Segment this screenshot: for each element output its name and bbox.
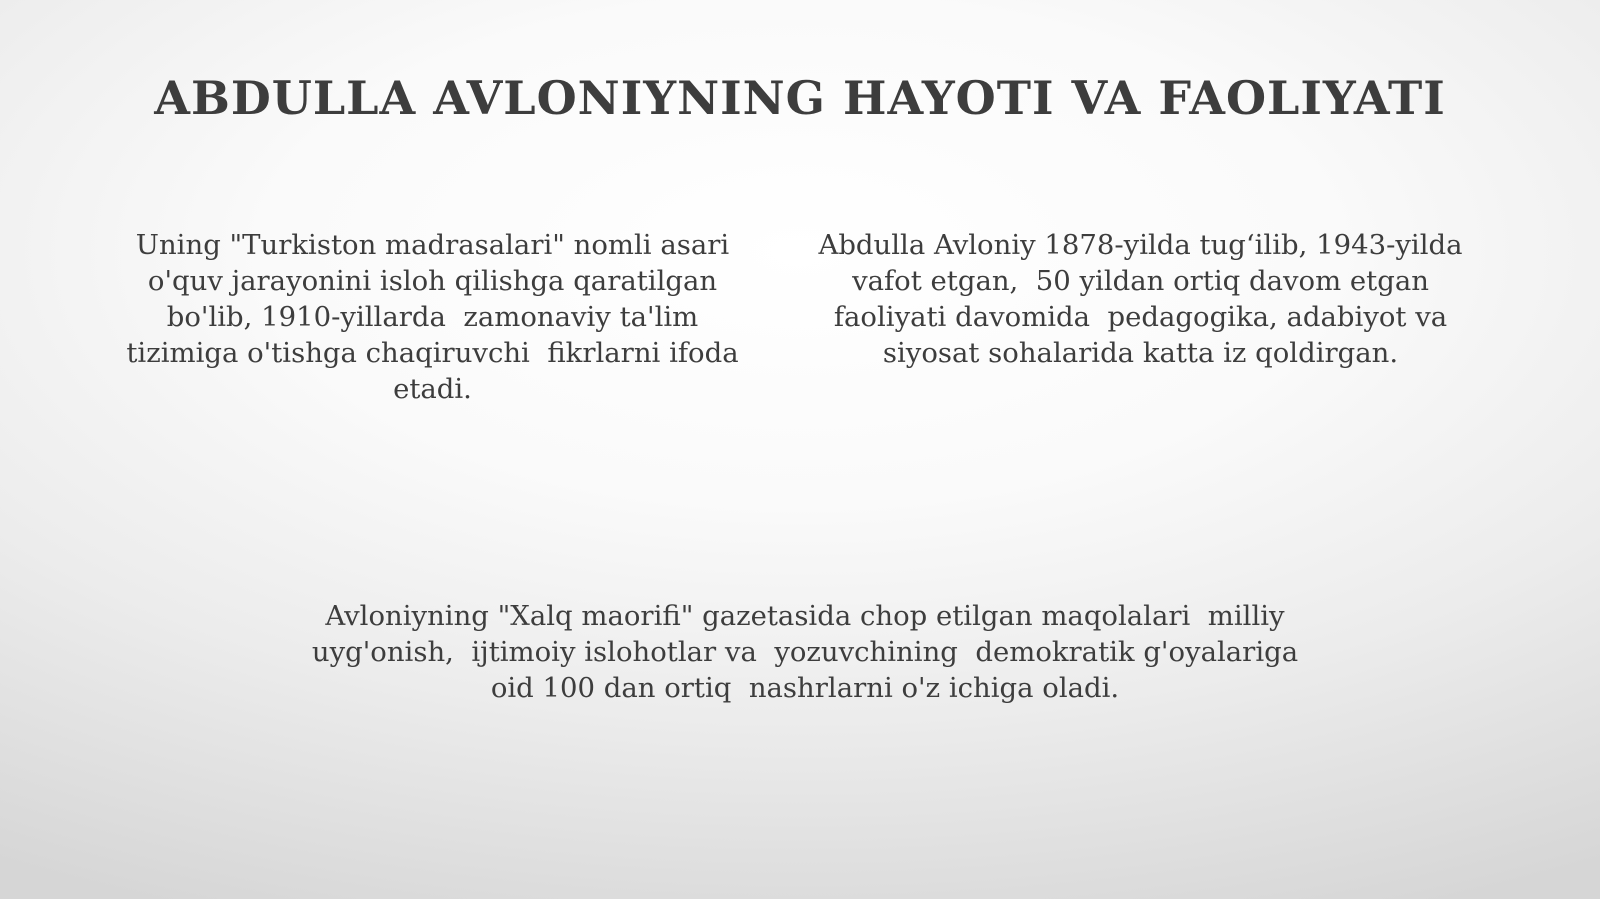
left-paragraph xyxy=(100,227,765,407)
left-paragraph-line: bo'lib, 1910-yillarda zamonaviy ta'lim xyxy=(166,301,699,333)
bottom-paragraph-line: Avloniyning "Xalq maorifi" gazetasida chop etilgan maqolalari milliy xyxy=(325,600,1285,632)
slide-title: ABDULLA AVLONIYNING HAYOTI VA FAOLIYATI xyxy=(154,71,1446,125)
bottom-paragraph-line: oid 100 dan ortiq nashrlarni o'z ichiga oladi. xyxy=(490,672,1120,704)
right-paragraph-line: faoliyati davomida pedagogika, adabiyot va xyxy=(833,301,1448,333)
left-paragraph-line: o'quv jarayonini isloh qilishga qaratilgan xyxy=(147,265,718,297)
left-paragraph-line: tizimiga o'tishga chaqiruvchi fikrlarni ifoda xyxy=(126,337,739,369)
bottom-paragraph-line: uyg'onish, ijtimoiy islohotlar va yozuvchining demokratik g'oyalariga xyxy=(311,636,1299,668)
left-paragraph-line: etadi. xyxy=(393,373,472,405)
right-paragraph-line: siyosat sohalarida katta iz qoldirgan. xyxy=(882,337,1399,369)
right-paragraph-line: Abdulla Avloniy 1878-yilda tug‘ilib, 1943-yilda xyxy=(818,229,1463,261)
right-paragraph xyxy=(808,227,1473,371)
left-paragraph-line: Uning "Turkiston madrasalari" nomli asari xyxy=(135,229,730,261)
bottom-paragraph xyxy=(235,598,1375,706)
right-paragraph-line: vafot etgan, 50 yildan ortiq davom etgan xyxy=(852,265,1429,297)
